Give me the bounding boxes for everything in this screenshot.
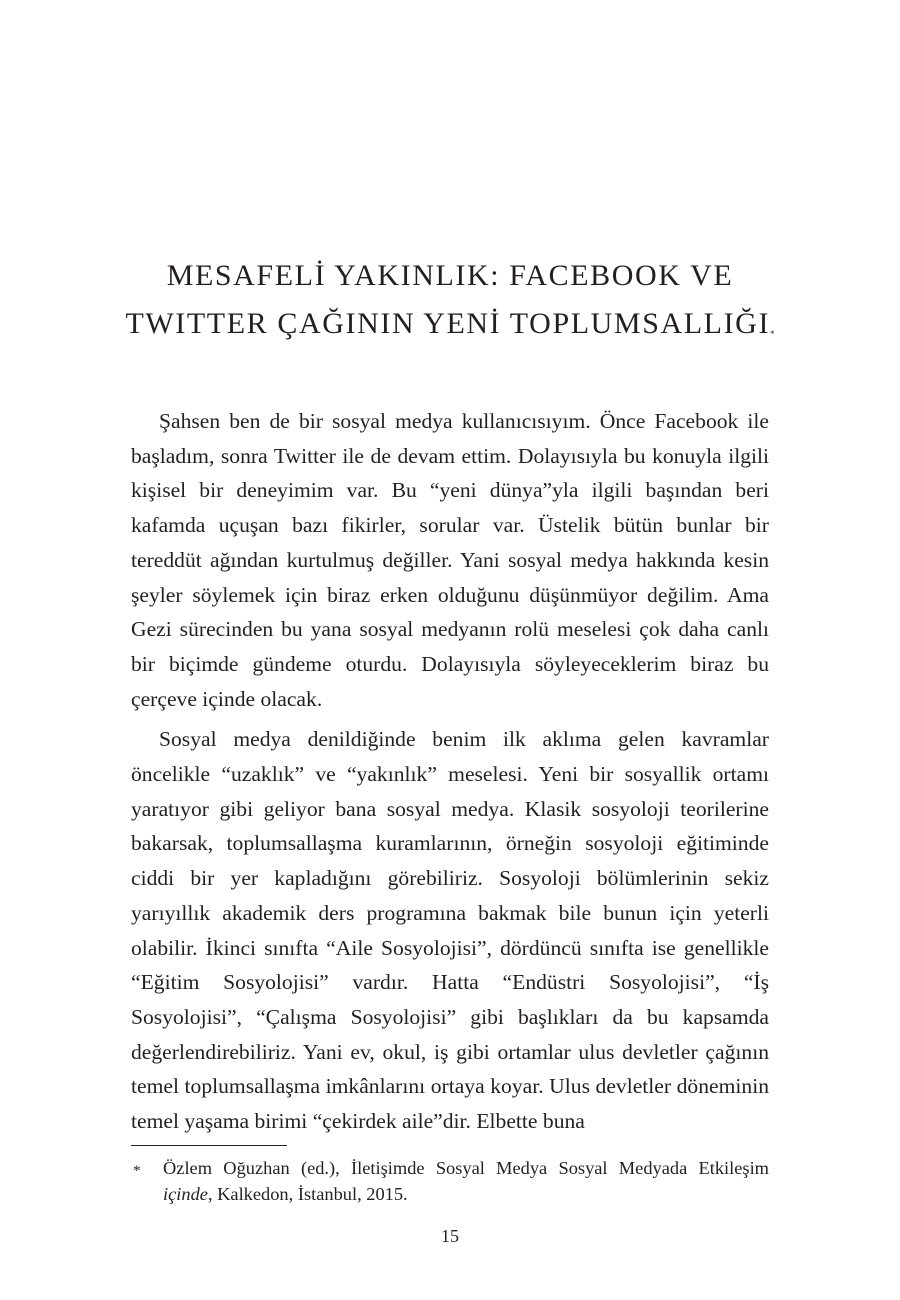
paragraph-1: Şahsen ben de bir sosyal medya kullanıcısıyım. Önce Facebook ile başladım, sonra Twitter ile de devam ettim. Dolayısıyla bu konuyla ilgili kişisel bir deneyimim var. Bu “yeni dünya”yla ilgili başından beri kafamda uçuşan bazı fikirler, sorular var. Üstelik bütün bunlar bir tereddüt ağından kurtulmuş değiller. Yani sosyal medya hakkında kesin şeyler söylemek için biraz erken olduğunu düşünmüyor değilim. Ama Gezi sürecinden bu yana sosyal medyanın rolü meselesi çok daha canlı bir biçimde gündeme oturdu. Dolayısıyla söyleyeceklerim biraz bu çerçeve içinde olacak. — [131, 409, 769, 711]
footnote-text — [163, 1155, 769, 1207]
footnote-divider — [131, 1145, 287, 1146]
page-number: 15 — [441, 1226, 459, 1246]
title-footnote-marker: * — [770, 329, 775, 339]
chapter-title-line-1: MESAFELİ YAKINLIK: FACEBOOK VE — [166, 259, 734, 292]
footnote-text-part-1: Özlem Oğuzhan (ed.), İletişimde Sosyal Medya Sosyal Medyada Etkileşim — [163, 1158, 769, 1178]
chapter-title-line-2: TWITTER ÇAĞININ YENİ TOPLUMSALLIĞI — [125, 307, 771, 340]
footnote-text-part-2: , Kalkedon, İstanbul, 2015. — [207, 1184, 408, 1204]
footnote-marker: * — [133, 1163, 141, 1179]
body-text — [131, 404, 769, 1139]
footnote-italic-word: içinde — [163, 1184, 208, 1204]
footnote — [131, 1155, 769, 1207]
chapter-title — [110, 252, 790, 348]
paragraph-2: Sosyal medya denildiğinde benim ilk aklıma gelen kavramlar öncelikle “uzaklık” ve “yakınlık” meselesi. Yeni bir sosyallik ortamı yaratıyor gibi geliyor bana sosyal medya. Klasik sosyoloji teorilerine bakarsak, toplumsallaşma kuramlarının, örneğin sosyoloji eğitiminde ciddi bir yer kapladığını görebiliriz. Sosyoloji bölümlerinin sekiz yarıyıllık akademik ders programına bakmak bile bunun için yeterli olabilir. İkinci sınıfta “Aile Sosyolojisi”, dördüncü sınıfta ise genellikle “Eğitim Sosyolojisi” vardır. Hatta “Endüstri Sosyolojisi”, “İş Sosyolojisi”, “Çalışma Sosyolojisi” gibi başlıkları da bu kapsamda değerlendirebiliriz. Yani ev, okul, iş gibi ortamlar ulus devletler çağının temel toplumsallaşma imkânlarını ortaya koyar. Ulus devletler döneminin temel yaşama birimi “çekirdek aile”dir. Elbette buna — [131, 727, 769, 1134]
